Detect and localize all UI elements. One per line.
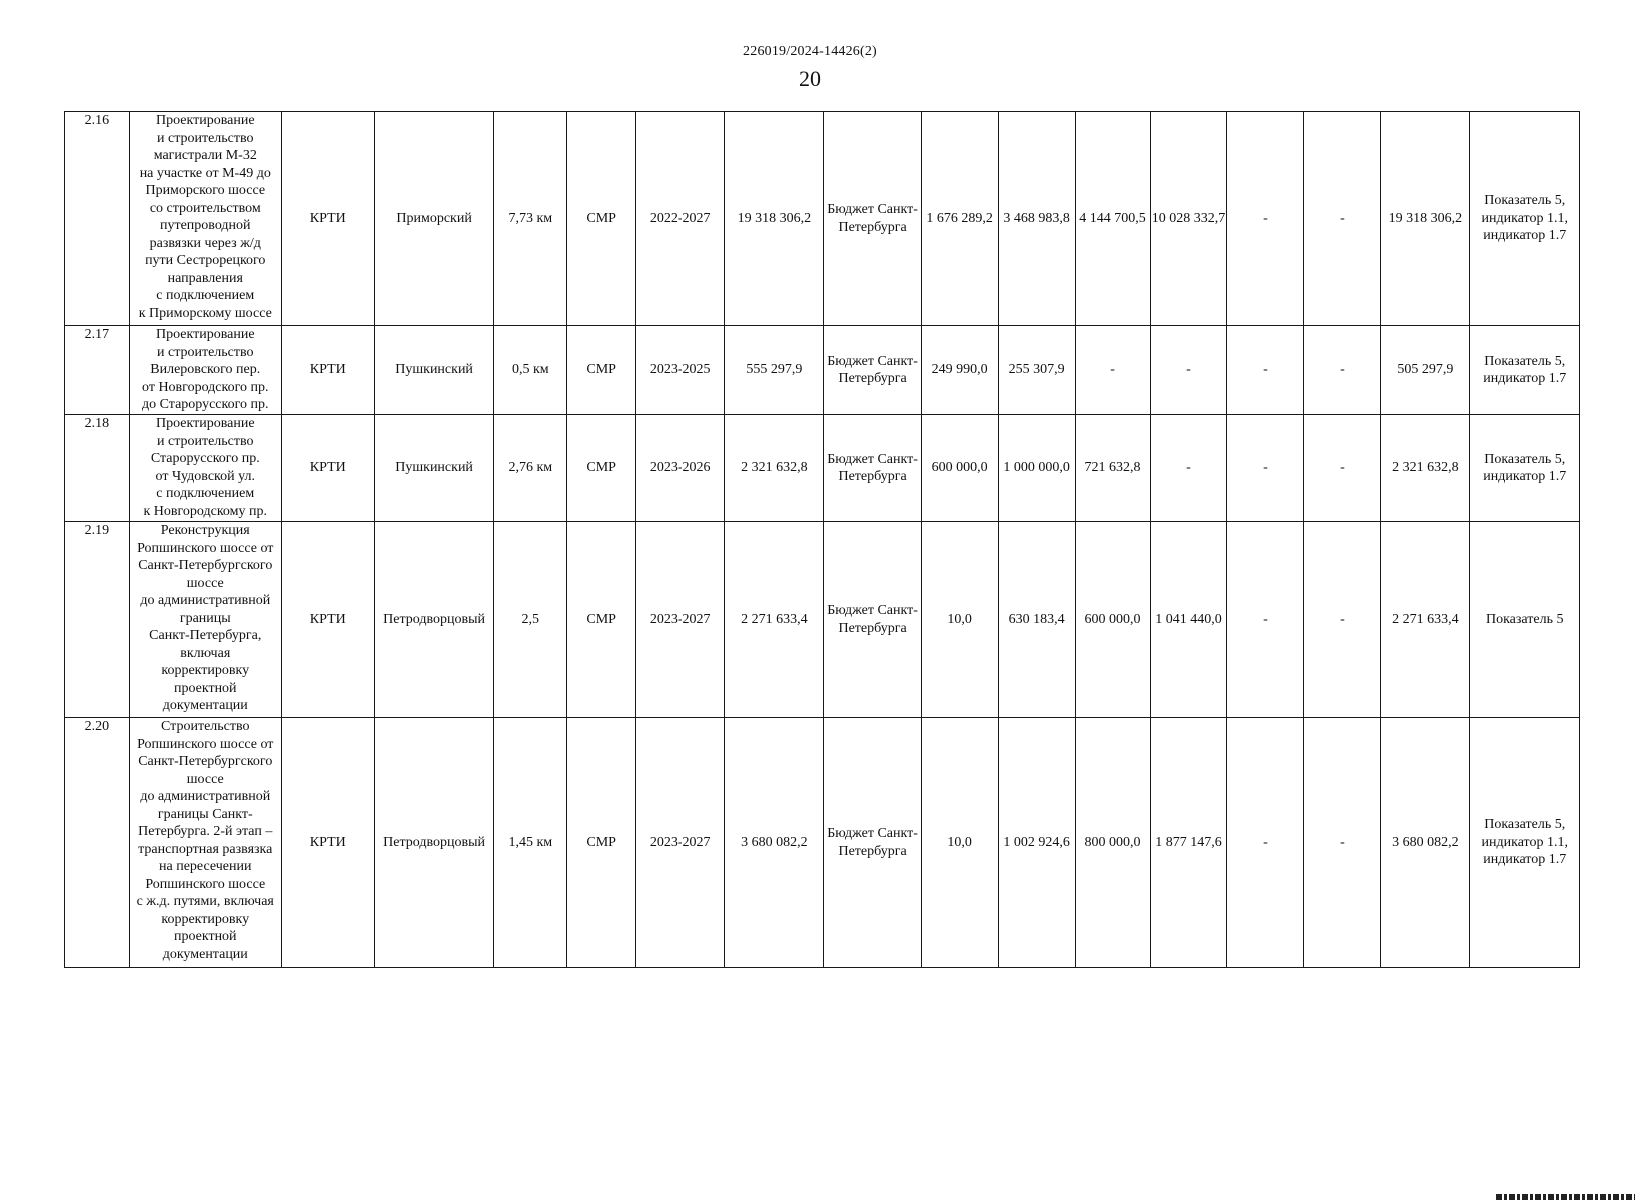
cell-district: Пушкинский xyxy=(374,415,493,522)
activity-name-line: шоссе xyxy=(186,771,224,787)
cell-funding-source: Бюджет Санкт-Петербурга xyxy=(824,326,921,415)
cell-funding-col-6: - xyxy=(1304,112,1381,326)
cell-implementation-period: 2023-2025 xyxy=(636,326,725,415)
activity-name-line: проектной xyxy=(173,929,237,944)
cell-funding-col-4: - xyxy=(1150,326,1227,415)
activity-name-line: и строительство xyxy=(156,433,254,449)
cell-row-number: 2.18 xyxy=(65,415,130,522)
activity-name-line: с подключением xyxy=(156,486,255,501)
cell-funding-source: Бюджет Санкт-Петербурга xyxy=(824,522,921,718)
cell-object-length: 0,5 км xyxy=(494,326,567,415)
cell-total-cost: 555 297,9 xyxy=(725,326,824,415)
activity-name-line: магистрали М-32 xyxy=(153,148,257,163)
activity-name-line: границы xyxy=(179,610,231,626)
cell-activity-name xyxy=(129,718,281,968)
cell-object-length: 1,45 км xyxy=(494,718,567,968)
activity-name-line: на пересечении xyxy=(159,859,252,874)
cell-district: Пушкинский xyxy=(374,326,493,415)
cell-row-number: 2.17 xyxy=(65,326,130,415)
cell-work-type: СМР xyxy=(567,112,636,326)
activity-name-line: Приморского шоссе xyxy=(145,183,266,198)
scan-edge-mark xyxy=(1496,1194,1635,1200)
activity-name-line: направления xyxy=(167,270,243,286)
activity-name-line: на участке от М-49 до xyxy=(139,165,271,181)
cell-funding-sum: 19 318 306,2 xyxy=(1381,112,1470,326)
table-row xyxy=(65,718,1580,968)
cell-funding-source: Бюджет Санкт-Петербурга xyxy=(824,112,921,326)
activity-name-line: к Новгородскому пр. xyxy=(143,503,268,519)
cell-implementation-period: 2023-2027 xyxy=(636,522,725,718)
activity-name-line: Санкт-Петербургского xyxy=(138,558,273,573)
activity-name-line: Проектирование xyxy=(155,113,255,128)
cell-funding-col-6: - xyxy=(1304,522,1381,718)
cell-funding-col-1: 249 990,0 xyxy=(921,326,998,415)
cell-work-type: СМР xyxy=(567,326,636,415)
cell-object-length: 2,5 xyxy=(494,522,567,718)
cell-funding-col-6: - xyxy=(1304,326,1381,415)
activity-name-line: шоссе xyxy=(186,575,224,591)
activity-name-line: Вилеровского пер. xyxy=(150,362,261,377)
table-row xyxy=(65,112,1580,326)
activity-name-line: документации xyxy=(162,946,248,962)
cell-funding-col-2: 1 002 924,6 xyxy=(998,718,1075,968)
cell-activity-name xyxy=(129,415,281,522)
cell-target-indicator: Показатель 5, индикатор 1.1, индикатор 1.7 xyxy=(1470,112,1580,326)
cell-implementation-period: 2023-2027 xyxy=(636,718,725,968)
cell-funding-col-5: - xyxy=(1227,415,1304,522)
cell-row-number: 2.20 xyxy=(65,718,130,968)
cell-responsible-org: КРТИ xyxy=(281,415,374,522)
cell-work-type: СМР xyxy=(567,415,636,522)
cell-funding-sum: 2 321 632,8 xyxy=(1381,415,1470,522)
document-registration-number: 226019/2024-14426(2) xyxy=(743,44,877,59)
activity-name-line: Проектирование xyxy=(155,327,255,342)
table-row xyxy=(65,522,1580,718)
cell-activity-name xyxy=(129,326,281,415)
cell-funding-col-4: 1 041 440,0 xyxy=(1150,522,1227,718)
activity-name-line: границы Санкт- xyxy=(157,806,253,822)
cell-work-type: СМР xyxy=(567,522,636,718)
cell-responsible-org: КРТИ xyxy=(281,718,374,968)
cell-funding-sum: 3 680 082,2 xyxy=(1381,718,1470,968)
activity-name-line: корректировку xyxy=(161,911,250,927)
activity-name-line: документации xyxy=(162,698,248,713)
activity-name-line: пути Сестрорецкого xyxy=(145,253,266,268)
cell-row-number: 2.16 xyxy=(65,112,130,326)
cell-funding-col-1: 10,0 xyxy=(921,522,998,718)
activity-name-line: Реконструкция xyxy=(160,523,250,538)
cell-funding-col-5: - xyxy=(1227,326,1304,415)
activity-name-line: транспортная развязка xyxy=(138,841,273,857)
cell-total-cost: 19 318 306,2 xyxy=(725,112,824,326)
activity-name-line: с подключением xyxy=(156,288,255,303)
cell-funding-col-4: 1 877 147,6 xyxy=(1150,718,1227,968)
activity-name-line: Петербурга. 2-й этап – xyxy=(138,824,273,839)
cell-district: Приморский xyxy=(374,112,493,326)
cell-funding-col-5: - xyxy=(1227,112,1304,326)
cell-funding-col-4: - xyxy=(1150,415,1227,522)
cell-funding-col-5: - xyxy=(1227,522,1304,718)
activity-name-line: от Новгородского пр. xyxy=(142,379,269,395)
cell-funding-col-3: 600 000,0 xyxy=(1075,522,1150,718)
cell-target-indicator: Показатель 5, индикатор 1.7 xyxy=(1470,415,1580,522)
cell-row-number: 2.19 xyxy=(65,522,130,718)
cell-implementation-period: 2022-2027 xyxy=(636,112,725,326)
activity-name-line: Санкт-Петербурга, xyxy=(149,628,262,643)
activity-name-line: к Приморскому шоссе xyxy=(138,305,272,321)
page-number: 20 xyxy=(799,66,821,91)
cell-funding-col-2: 3 468 983,8 xyxy=(998,112,1075,326)
cell-activity-name xyxy=(129,522,281,718)
cell-funding-col-6: - xyxy=(1304,415,1381,522)
cell-funding-col-2: 255 307,9 xyxy=(998,326,1075,415)
cell-funding-source: Бюджет Санкт-Петербурга xyxy=(824,415,921,522)
activity-name-line: Ропшинского шоссе от xyxy=(137,540,274,556)
activity-name-line: со строительством xyxy=(149,200,261,216)
cell-funding-col-1: 1 676 289,2 xyxy=(921,112,998,326)
table-row xyxy=(65,326,1580,415)
activity-name-line: включая xyxy=(180,645,231,661)
activity-name-line: Ропшинского шоссе xyxy=(145,876,266,892)
cell-work-type: СМР xyxy=(567,718,636,968)
cell-funding-col-2: 630 183,4 xyxy=(998,522,1075,718)
cell-implementation-period: 2023-2026 xyxy=(636,415,725,522)
cell-activity-name xyxy=(129,112,281,326)
activity-name-line: до административной xyxy=(140,789,271,804)
cell-funding-col-1: 600 000,0 xyxy=(921,415,998,522)
activity-name-line: Санкт-Петербургского xyxy=(138,754,273,769)
cell-total-cost: 2 321 632,8 xyxy=(725,415,824,522)
cell-funding-col-4: 10 028 332,7 xyxy=(1150,112,1227,326)
table-row xyxy=(65,415,1580,522)
cell-object-length: 7,73 км xyxy=(494,112,567,326)
cell-responsible-org: КРТИ xyxy=(281,522,374,718)
cell-funding-col-6: - xyxy=(1304,718,1381,968)
activity-name-line: и строительство xyxy=(156,344,254,360)
cell-funding-col-1: 10,0 xyxy=(921,718,998,968)
cell-funding-source: Бюджет Санкт-Петербурга xyxy=(824,718,921,968)
activity-name-line: развязки через ж/д xyxy=(149,235,261,251)
cell-funding-col-2: 1 000 000,0 xyxy=(998,415,1075,522)
cell-target-indicator: Показатель 5, индикатор 1.7 xyxy=(1470,326,1580,415)
activity-name-line: Старорусского пр. xyxy=(150,451,260,466)
cell-target-indicator: Показатель 5 xyxy=(1470,522,1580,718)
cell-target-indicator: Показатель 5, индикатор 1.1, индикатор 1.7 xyxy=(1470,718,1580,968)
cell-district: Петродворцовый xyxy=(374,718,493,968)
cell-total-cost: 2 271 633,4 xyxy=(725,522,824,718)
activity-name-line: до административной xyxy=(140,593,271,608)
cell-responsible-org: КРТИ xyxy=(281,112,374,326)
activity-name-line: с ж.д. путями, включая xyxy=(136,894,274,909)
cell-funding-sum: 2 271 633,4 xyxy=(1381,522,1470,718)
cell-funding-col-5: - xyxy=(1227,718,1304,968)
cell-funding-sum: 505 297,9 xyxy=(1381,326,1470,415)
activity-name-line: Ропшинского шоссе от xyxy=(137,736,274,752)
cell-district: Петродворцовый xyxy=(374,522,493,718)
activity-name-line: проектной xyxy=(173,680,237,696)
activity-name-line: и строительство xyxy=(156,130,254,146)
program-activities-table xyxy=(64,111,1580,968)
activity-name-line: корректировку xyxy=(161,663,250,678)
activity-name-line: Строительство xyxy=(161,719,250,734)
activity-name-line: путепроводной xyxy=(159,218,251,233)
cell-total-cost: 3 680 082,2 xyxy=(725,718,824,968)
cell-object-length: 2,76 км xyxy=(494,415,567,522)
activity-name-line: Проектирование xyxy=(155,416,255,431)
cell-funding-col-3: 4 144 700,5 xyxy=(1075,112,1150,326)
cell-funding-col-3: - xyxy=(1075,326,1150,415)
activity-name-line: до Старорусского пр. xyxy=(142,397,269,412)
cell-funding-col-3: 721 632,8 xyxy=(1075,415,1150,522)
activity-name-line: от Чудовской ул. xyxy=(155,468,255,484)
cell-funding-col-3: 800 000,0 xyxy=(1075,718,1150,968)
cell-responsible-org: КРТИ xyxy=(281,326,374,415)
